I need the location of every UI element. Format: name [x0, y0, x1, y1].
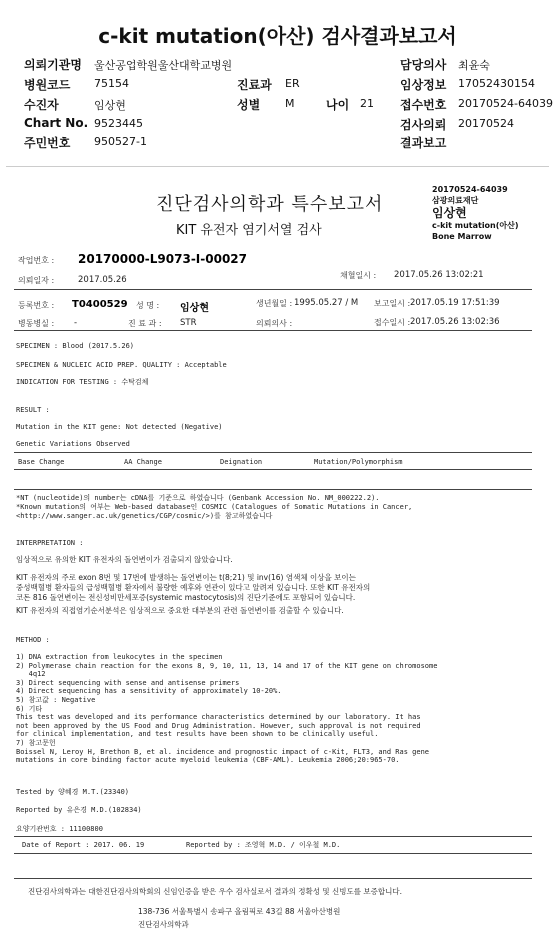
value-hospital-code: 75154 — [94, 77, 129, 90]
value-collect: 2017.05.26 13:02:21 — [394, 270, 484, 280]
specimen-line: SPECIMEN : Blood (2017.5.26) — [16, 342, 135, 350]
col-mutation: Mutation/Polymorphism — [314, 458, 403, 466]
report-title: 진단검사의학과 특수보고서 — [156, 194, 384, 215]
reported-by: Reported by 유은경 M.D.(102834) — [16, 806, 142, 814]
label-department: 진료과 — [237, 78, 272, 92]
result-line: Mutation in the KIT gene: Not detected (Negative) — [16, 423, 223, 431]
interpretation-heading: INTERPRETATION : — [16, 539, 84, 547]
footer-statement: 진단검사의학과는 대한진단검사의학회의 신임인증을 받은 우수 검사실로서 결과의 정확성 및 신빙도를 보증합니다. — [28, 887, 402, 896]
date-of-report: Date of Report : 2017. 06. 19 — [22, 841, 145, 849]
stamp-line: c-kit mutation(아산) — [432, 221, 519, 230]
value-ward: - — [74, 318, 78, 328]
value-age: 21 — [360, 97, 374, 110]
value-institution: 울산공업학원울산대학교병원 — [94, 59, 233, 72]
label-collect: 채혈일시 : — [340, 271, 377, 280]
label-result-report: 결과보고 — [400, 136, 447, 150]
label-clinical-info: 임상정보 — [400, 78, 447, 92]
value-birth: 1995.05.27 / M — [294, 298, 359, 308]
value-receipt-no: 20170524-64039 — [458, 97, 553, 110]
divider — [14, 836, 532, 837]
value-chart-no: 9523445 — [94, 117, 143, 130]
label-doctor: 담당의사 — [400, 58, 447, 72]
divider — [14, 878, 532, 879]
value-work-no: 20170000-L9073-I-00027 — [78, 252, 247, 266]
value-request: 20170524 — [458, 117, 514, 130]
value-department: ER — [285, 77, 300, 90]
value-doctor: 최윤숙 — [458, 59, 490, 72]
label-hospital-code: 병원코드 — [24, 78, 71, 92]
value-reg-no: T0400529 — [72, 299, 128, 310]
interpretation-3: KIT 유전자의 직접염기순서분석은 임상적으로 중요한 대부분의 관련 돌연변이를 검출할 수 있습니다. — [16, 606, 344, 615]
divider — [14, 489, 532, 490]
value-clinical-info: 17052430154 — [458, 77, 535, 90]
report-subtitle: KIT 유전자 염기서열 검사 — [176, 223, 322, 238]
divider — [14, 853, 532, 854]
value-patient: 임상현 — [94, 99, 126, 112]
tested-by: Tested by 양혜경 M.T.(23340) — [16, 788, 130, 796]
stamp-line: 삼광의료재단 — [432, 196, 479, 205]
label-chart-no: Chart No. — [24, 116, 89, 130]
label-resident-no: 주민번호 — [24, 136, 71, 150]
notes: *NT (nucleotide)의 number는 cDNA를 기준으로 하였습니다 (Genbank Accession No. NM_000222.2). *Known mutation의 여부는 Web-based database인 COSMIC (Catalogues of Somatic Mutations in Cancer, <http://www.sanger.ac.uk/genetics/CGP/cosmic/>)를 참고하였습니다 — [16, 494, 413, 520]
interpretation-2: KIT 유전자의 주로 exon 8번 및 17번에 발생하는 돌연변이는 t(8;21) 및 inv(16) 염색체 이상을 보이는 중성백혈병 환자들의 급성백혈병 환자에서 불량한 예후와 연관이 있다고 알려져 있습니다. 또한 KIT 유전자의 코돈 816 돌연변이는 전신성비만세포증(systemic mastocytosis)의 진단기준에도 포함되어 있습니다. — [16, 573, 371, 602]
indication-line: INDICATION FOR TESTING : 수탁검체 — [16, 378, 149, 386]
divider — [14, 330, 532, 331]
label-patient: 수진자 — [24, 98, 59, 112]
method-heading: METHOD : — [16, 636, 50, 644]
label-receipt-dt: 접수일시 : — [374, 318, 411, 327]
result-heading: RESULT : — [16, 406, 50, 414]
value-resident-no: 950527-1 — [94, 135, 147, 148]
label-receipt-no: 접수번호 — [400, 98, 447, 112]
report-header-title: c-kit mutation(아산) 검사결과보고서 — [98, 24, 457, 48]
divider — [14, 452, 532, 453]
label-name: 성 명 : — [136, 301, 160, 310]
label-request-date: 의뢰일자 : — [18, 276, 55, 285]
label-dept: 진 료 과 : — [128, 319, 162, 328]
org-number: 요양기관번호 : 11100800 — [16, 825, 103, 833]
quality-line: SPECIMEN & NUCLEIC ACID PREP. QUALITY : Acceptable — [16, 361, 227, 369]
label-ward: 병동병실 : — [18, 319, 55, 328]
label-work-no: 작업번호 : — [18, 256, 55, 265]
col-designation: Deignation — [220, 458, 263, 466]
label-birth: 생년월일 : — [256, 299, 293, 308]
value-request-date: 2017.05.26 — [78, 275, 127, 285]
stamp-line: 임상현 — [432, 206, 467, 220]
label-request: 검사의뢰 — [400, 118, 447, 132]
value-dept: STR — [180, 318, 197, 328]
value-name: 임상현 — [180, 303, 209, 314]
divider — [14, 289, 532, 290]
footer-department: 진단검사의학과 — [138, 920, 189, 929]
variations-heading: Genetic Variations Observed — [16, 440, 130, 448]
specimen-stamp — [432, 184, 519, 242]
value-sex: M — [285, 97, 295, 110]
label-institution: 의뢰기관명 — [24, 58, 82, 72]
stamp-line: 20170524-64039 — [432, 185, 508, 194]
label-sex: 성별 — [237, 98, 261, 112]
label-age: 나이 — [326, 98, 350, 112]
interpretation-1: 임상적으로 유의한 KIT 유전자의 돌연변이가 검출되지 않았습니다. — [16, 555, 233, 564]
footer-address: 138-736 서울특별시 송파구 올림픽로 43길 88 서울아산병원 — [138, 907, 341, 916]
label-reg-no: 등록번호 : — [18, 301, 55, 310]
col-base-change: Base Change — [18, 458, 65, 466]
label-report-dt: 보고일시 : — [374, 299, 411, 308]
method-body: 1) DNA extraction from leukocytes in the specimen 2) Polymerase chain reaction for the exons 8, 9, 10, 11, 13, 14 and 17 of the KIT gene on chromosome 4q12 3) Direct sequencing with sense and antisense primers 4) Direct sequencing has a sensitivity of approximately 10-20%. 5) 참고값 : Negative 6) 기타 This test was developed and its performance characteristics determined by our laboratory. It has not been approved by the US Food and Drug Administration. However, such approval is not required for clinical implementation, and test results have been shown to be clinically useful. 7) 참고문헌 Boissel N, Leroy H, Brethon B, et al. incidence and prognostic impact of c-Kit, FLT3, and Ras gene mutations in core binding factor acute myeloid leukemia (CBF-AML). Leukemia 2006;20:965-70. — [16, 653, 438, 765]
stamp-line: Bone Marrow — [432, 232, 492, 241]
reported-by-doctors: Reported by : 조영혁 M.D. / 이우철 M.D. — [186, 841, 341, 849]
value-receipt-dt: 2017.05.26 13:02:36 — [410, 317, 500, 327]
label-ordering-doctor: 의뢰의사 : — [256, 319, 293, 328]
value-report-dt: 2017.05.19 17:51:39 — [410, 298, 500, 308]
divider — [14, 469, 532, 470]
col-aa-change: AA Change — [124, 458, 162, 466]
